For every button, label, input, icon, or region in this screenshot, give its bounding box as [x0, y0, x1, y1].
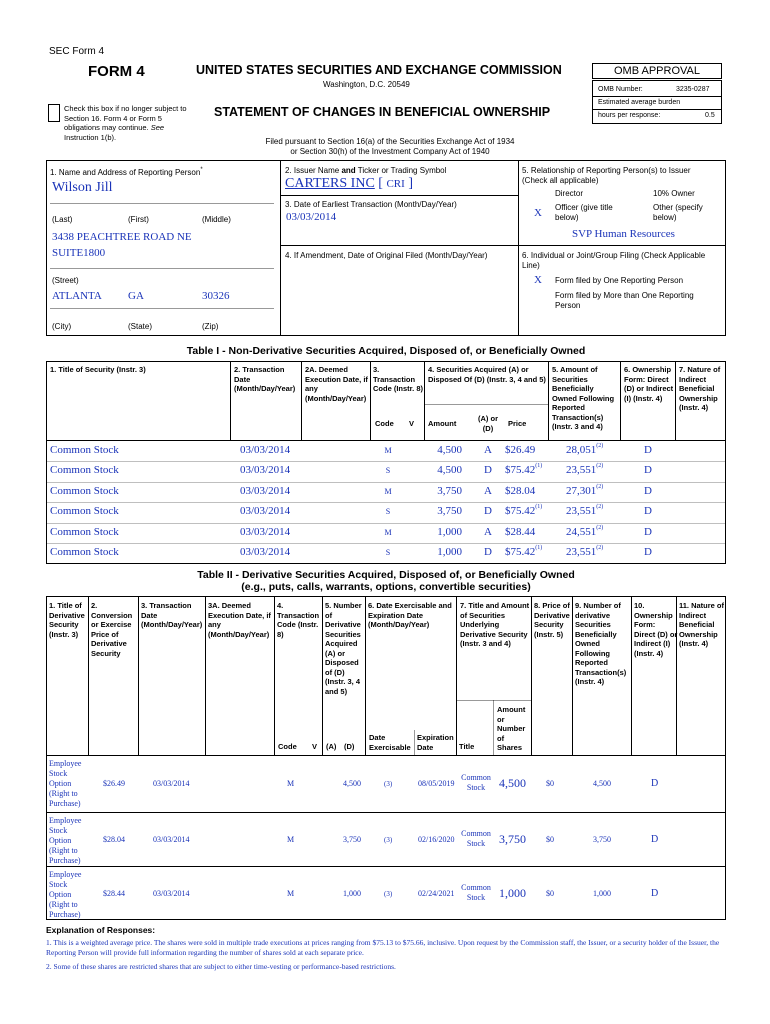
t2-h8: 8. Price of Derivative Security (Instr. 5) — [534, 601, 570, 639]
t2-row-date: 03/03/2014 — [153, 888, 190, 898]
t2-row-owned: 4,500 — [593, 779, 611, 788]
t2-row-underlying-title: Common Stock — [461, 773, 491, 792]
t2-row-underlying-amount: 4,500 — [499, 776, 526, 790]
checkbox-text: Check this box if no longer subject to Section 16. Form 4 or Form 5 obligations may continue. See Instruction 1(b). — [64, 104, 187, 142]
t2-h10: 10. Ownership Form: Direct (D) or Indirect (I) (Instr. 4) — [634, 601, 678, 658]
t2-h6: 6. Date Exercisable and Expiration Date (Month/Day/Year) — [368, 601, 452, 629]
t2-row-owned: 3,750 — [593, 834, 611, 844]
t2-h3a: 3A. Deemed Execution Date, if any (Month/Day/Year) — [208, 601, 271, 639]
t1-row-code: S — [385, 466, 391, 476]
t2-row-conversion-price: $28.04 — [103, 834, 125, 844]
t1-row-form: D — [644, 484, 652, 497]
t2-sh-code: Code — [278, 742, 297, 751]
t2-row-derivative-price: $0 — [546, 779, 554, 788]
t1-row-title: Common Stock — [50, 505, 119, 518]
t2-row-owned: 1,000 — [593, 888, 611, 898]
t2-row-date: 03/03/2014 — [153, 779, 190, 788]
t2-sh-expiration: Expiration Date — [417, 733, 454, 752]
t1-sh-ad: (A) or (D) — [478, 414, 498, 433]
t1-row-code: M — [384, 486, 392, 496]
last-label: (Last) — [52, 215, 73, 224]
t1-h-title: 1. Title of Security (Instr. 3) — [50, 365, 146, 374]
omb-number-label: OMB Number: — [598, 86, 643, 93]
t1-row-date: 03/03/2014 — [240, 505, 291, 518]
street-line2: SUITE1800 — [52, 247, 106, 259]
t2-h4: 4. Transaction Code (Instr. 8) — [277, 601, 320, 639]
city-label: (City) — [52, 322, 72, 331]
t1-row-price: $75.42$^{(1)}$ — [505, 463, 543, 477]
t1-h-amount-owned: 5. Amount of Securities Beneficially Owned Following Reported Transaction(s) (Instr. 3 and 4) — [552, 365, 615, 431]
t2-row-disposed: 3,750 — [343, 834, 361, 844]
t1-row-form: D — [644, 464, 652, 477]
t2-row-conversion-price: $28.44 — [103, 888, 125, 898]
street-label: (Street) — [52, 276, 79, 285]
t2-h5: 5. Number of Derivative Securities Acquired (A) or Disposed of (D) (Instr. 3, 4 and 5) — [325, 601, 362, 696]
t2-row-derivative-price: $0 — [546, 834, 554, 844]
t1-row-amount: 3,750 — [437, 484, 462, 497]
t1-h-date: 2. Transaction Date (Month/Day/Year) — [234, 365, 296, 393]
t2-row-form: D — [651, 778, 659, 789]
t2-row-exercisable: (3) — [384, 889, 393, 898]
statement-title: STATEMENT OF CHANGES IN BENEFICIAL OWNERSHIP — [214, 105, 551, 119]
t1-row-form: D — [644, 546, 652, 558]
t2-row-disposed: 1,000 — [343, 888, 361, 898]
omb-approval-title: OMB APPROVAL — [592, 63, 722, 79]
t2-row-code: M — [287, 834, 295, 844]
t2-row-conversion-price: $26.49 — [103, 779, 125, 788]
zip-value: 30326 — [202, 290, 230, 302]
t1-row-amount: 1,000 — [437, 525, 462, 538]
t1-row-price: $28.04 — [505, 484, 536, 497]
t2-row-form: D — [651, 887, 659, 899]
t1-row-title: Common Stock — [50, 525, 119, 538]
t2-row-title: Employee Stock Option (Right to Purchase) — [49, 759, 82, 808]
t1-h-ownership: 6. Ownership Form: Direct (D) or Indirect (I) (Instr. 4) — [624, 365, 674, 403]
t2-sh-amount: Amount or Number of Shares — [497, 705, 526, 752]
t1-row-date: 03/03/2014 — [240, 444, 291, 456]
t2-row-underlying-title: Common Stock — [461, 882, 491, 902]
t1-row-amount: 3,750 — [437, 505, 462, 518]
t1-row-ad: A — [484, 525, 492, 538]
t1-row-title: Common Stock — [50, 484, 119, 497]
t1-row-amount: 1,000 — [437, 546, 462, 558]
middle-label: (Middle) — [202, 215, 231, 224]
table2-title: Table II - Derivative Securities Acquired, Disposed of, or Beneficially Owned (e.g., puts, calls, warrants, options, convertible securities) — [197, 569, 575, 593]
t1-row-title: Common Stock — [50, 444, 119, 456]
t2-h7: 7. Title and Amount of Securities Underlying Derivative Security (Instr. 3 and 4) — [460, 601, 530, 648]
t1-row-owned: 24,551$^{(2)}$ — [566, 524, 604, 538]
state-label: (State) — [128, 322, 153, 331]
t1-row-form: D — [644, 444, 652, 456]
sec-form-label: SEC Form 4 — [49, 46, 105, 57]
ten-percent-owner-label: 10% Owner — [653, 189, 695, 198]
t1-h-nature: 7. Nature of Indirect Beneficial Ownership (Instr. 4) — [679, 365, 721, 412]
officer-label: Officer (give title below) — [555, 203, 613, 222]
t2-row-form: D — [651, 833, 659, 845]
t2-row-expiration: 08/05/2019 — [418, 779, 455, 788]
t1-row-date: 03/03/2014 — [240, 484, 291, 497]
box4-label: 4. If Amendment, Date of Original Filed (Month/Day/Year) — [285, 251, 488, 260]
t2-h3: 3. Transaction Date (Month/Day/Year) — [141, 601, 203, 629]
t1-row-owned: 23,551$^{(2)}$ — [566, 545, 604, 558]
t2-row-code: M — [287, 888, 295, 898]
t2-h2: 2. Conversion or Exercise Price of Derivative Security — [91, 601, 133, 658]
t1-row-title: Common Stock — [50, 546, 119, 558]
box3-label: 3. Date of Earliest Transaction (Month/Day/Year) — [285, 200, 457, 209]
t1-row-ad: D — [484, 505, 492, 518]
t1-row-form: D — [644, 505, 652, 518]
city-value: ATLANTA — [52, 290, 102, 302]
t1-row-ad: A — [484, 484, 492, 497]
t2-row-title: Employee Stock Option (Right to Purchase) — [49, 816, 82, 865]
t2-sh-exercisable: Date Exercisable — [369, 733, 411, 752]
t2-row-expiration: 02/16/2020 — [418, 834, 455, 844]
t2-row-derivative-price: $0 — [546, 888, 554, 898]
commission-city: Washington, D.C. 20549 — [323, 80, 410, 89]
omb-hours-value: 0.5 — [705, 112, 715, 119]
one-person-checkmark[interactable]: X — [534, 274, 542, 286]
explanation-note-2: 2. Some of these shares are restricted shares that are subject to either time-vesting or performance-based restrictions. — [46, 962, 396, 971]
t2-sh-title: Title — [459, 742, 475, 751]
explanation-title: Explanation of Responses: — [46, 925, 156, 935]
zip-label: (Zip) — [202, 322, 219, 331]
filed-pursuant: Filed pursuant to Section 16(a) of the Securities Exchange Act of 1934 or Section 30(h) of the Investment Company Act of 1940 — [265, 137, 515, 156]
more-persons-label: Form filed by More than One Reporting Person — [555, 291, 694, 310]
explanation-note-1: 1. This is a weighted average price. The shares were sold in multiple trade executions at prices ranging from $75.13 to $75.66, inclusive. Upon request by the Commission staff, the Issuer, or a security holder of the Issuer, the Reporting Person will provide full information regarding the number of shares sold at each separate price. — [46, 938, 720, 957]
t2-row-underlying-amount: 3,750 — [499, 831, 526, 846]
other-label: Other (specify below) — [653, 203, 703, 222]
t1-row-amount: 4,500 — [437, 464, 462, 477]
t2-h11: 11. Nature of Indirect Beneficial Ownership (Instr. 4) — [679, 601, 725, 648]
box6-label: 6. Individual or Joint/Group Filing (Check Applicable Line) — [522, 251, 706, 270]
director-label: Director — [555, 189, 584, 198]
t1-row-code: S — [385, 548, 391, 557]
officer-checkmark[interactable]: X — [534, 207, 542, 219]
reporting-person-name: Wilson Jill — [52, 180, 113, 195]
t1-row-price: $26.49 — [505, 444, 536, 456]
t2-sh-d: (D) — [344, 742, 355, 751]
t2-row-date: 03/03/2014 — [153, 834, 190, 844]
box5-label: 5. Relationship of Reporting Person(s) to Issuer (Check all applicable) — [522, 166, 691, 185]
t1-row-code: M — [384, 527, 392, 537]
state-value: GA — [128, 290, 144, 302]
t2-sh-v: V — [312, 742, 318, 751]
t2-row-expiration: 02/24/2021 — [418, 888, 455, 898]
t1-sh-price: Price — [508, 419, 527, 428]
t1-row-ad: D — [484, 464, 492, 477]
t2-row-underlying-amount: 1,000 — [499, 885, 526, 900]
t1-row-owned: 23,551$^{(2)}$ — [566, 463, 604, 477]
t1-h-deemed: 2A. Deemed Execution Date, if any (Month/Day/Year) — [305, 365, 368, 403]
t2-row-disposed: 4,500 — [343, 779, 361, 788]
t1-row-price: $75.42$^{(1)}$ — [505, 545, 543, 558]
no-longer-subject-checkbox[interactable] — [48, 104, 60, 122]
t1-h-code: 3. Transaction Code (Instr. 8) — [373, 365, 424, 393]
t1-h-acquired: 4. Securities Acquired (A) or Disposed Of (D) (Instr. 3, 4 and 5) — [428, 365, 546, 384]
t2-sh-a: (A) — [326, 742, 337, 751]
t2-row-code: M — [287, 779, 295, 788]
t1-row-date: 03/03/2014 — [240, 546, 291, 558]
earliest-transaction-date: 03/03/2014 — [286, 211, 337, 223]
t2-h9: 9. Number of derivative Securities Beneficially Owned Following Reported Transaction(s) (Instr. 4) — [575, 601, 627, 686]
form-title: FORM 4 — [88, 63, 145, 80]
t1-row-form: D — [644, 525, 652, 538]
t2-row-title: Employee Stock Option (Right to Purchase) — [49, 870, 82, 919]
t1-row-owned: 23,551$^{(2)}$ — [566, 504, 604, 518]
t1-row-date: 03/03/2014 — [240, 525, 291, 538]
t1-row-owned: 27,301$^{(2)}$ — [566, 483, 604, 497]
table1-title: Table I - Non-Derivative Securities Acquired, Disposed of, or Beneficially Owned — [186, 345, 586, 357]
one-person-label: Form filed by One Reporting Person — [555, 276, 684, 285]
box2-label: 2. Issuer Name and Ticker or Trading Symbol — [285, 166, 447, 175]
t1-sh-code: Code — [375, 419, 394, 428]
t1-row-price: $75.42$^{(1)}$ — [505, 504, 543, 518]
box1-label: 1. Name and Address of Reporting Person* — [50, 167, 203, 177]
omb-number-value: 3235-0287 — [676, 86, 710, 93]
officer-title: SVP Human Resources — [572, 228, 675, 240]
first-label: (First) — [128, 215, 149, 224]
commission-name: UNITED STATES SECURITIES AND EXCHANGE COMMISSION — [196, 63, 562, 77]
t1-row-amount: 4,500 — [437, 444, 462, 456]
t1-row-code: S — [385, 507, 391, 517]
omb-burden-label: Estimated average burden — [598, 99, 681, 106]
t2-row-exercisable: (3) — [384, 835, 393, 844]
t1-row-date: 03/03/2014 — [240, 464, 291, 477]
t1-row-title: Common Stock — [50, 464, 119, 477]
omb-hours-label: hours per response: — [598, 112, 661, 119]
t2-row-exercisable: (3) — [384, 780, 393, 788]
t1-sh-v: V — [409, 419, 415, 428]
t2-h1: 1. Title of Derivative Security (Instr. 3) — [49, 601, 85, 639]
t1-row-code: M — [384, 446, 392, 455]
t2-row-underlying-title: Common Stock — [461, 828, 491, 848]
t1-row-ad: D — [484, 546, 492, 558]
t1-sh-amount: Amount — [428, 419, 457, 428]
issuer-name: CARTERS INC [ CRI ] — [285, 176, 413, 191]
t1-row-ad: A — [484, 444, 492, 456]
street-line1: 3438 PEACHTREE ROAD NE — [52, 231, 192, 243]
t1-row-price: $28.44 — [505, 525, 536, 538]
t1-row-owned: 28,051$^{(2)}$ — [566, 443, 604, 456]
